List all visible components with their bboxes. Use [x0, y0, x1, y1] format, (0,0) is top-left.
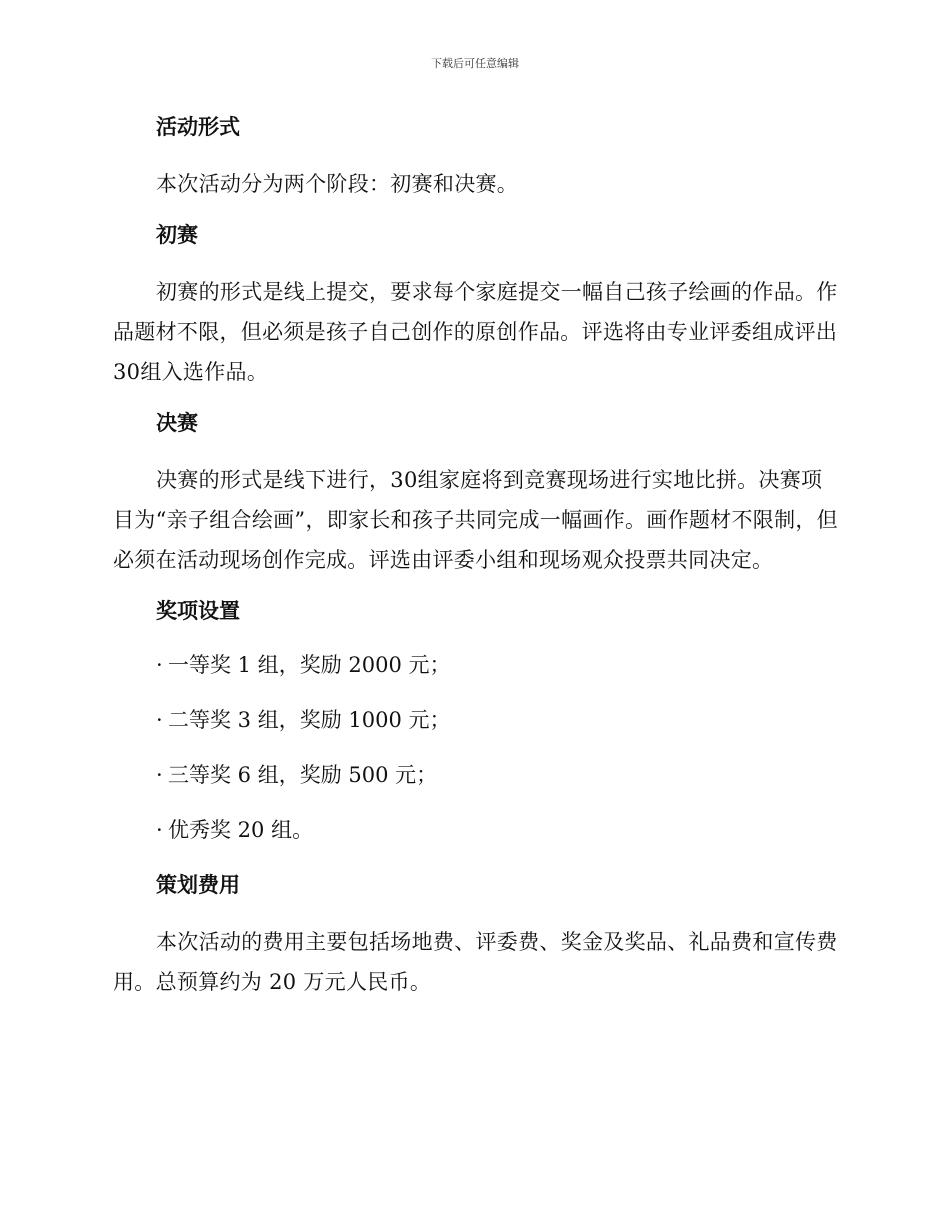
paragraph-format: 本次活动分为两个阶段：初赛和决赛。	[156, 172, 519, 196]
section-heading-format: 活动形式	[156, 114, 240, 139]
paragraph-final: 决赛的形式是线下进行，30组家庭将到竞赛现场进行实地比拼。决赛项目为“亲子组合绘画”，即家长和孩子共同完成一幅画作。画作题材不限制，但必须在活动现场创作完成。评选由评委小组和现场观众投票共同决定。	[113, 468, 838, 572]
bullet-icon: ·	[156, 653, 163, 677]
award-text: 一等奖 1 组，奖励 2000 元；	[168, 653, 451, 677]
bullet-icon: ·	[156, 708, 163, 732]
section-heading-preliminary: 初赛	[156, 222, 198, 247]
section-heading-awards: 奖项设置	[156, 598, 240, 623]
award-item-second	[113, 703, 838, 737]
award-text: 三等奖 6 组，奖励 500 元；	[168, 763, 438, 787]
section-heading-final: 决赛	[156, 410, 198, 435]
paragraph-preliminary: 初赛的形式是线上提交，要求每个家庭提交一幅自己孩子绘画的作品。作品题材不限，但必须是孩子自己创作的原创作品。评选将由专业评委组成评出30组入选作品。	[113, 280, 838, 384]
award-list	[113, 648, 838, 847]
award-text: 二等奖 3 组，奖励 1000 元；	[168, 708, 451, 732]
document-body	[113, 110, 838, 1016]
bullet-icon: ·	[156, 763, 163, 787]
paragraph-budget: 本次活动的费用主要包括场地费、评委费、奖金及奖品、礼品费和宣传费用。总预算约为 20 万元人民币。	[113, 930, 838, 994]
award-text: 优秀奖 20 组。	[168, 818, 314, 842]
award-item-third	[113, 758, 838, 792]
award-item-first	[113, 648, 838, 682]
award-item-excellence	[113, 813, 838, 847]
page-header: 下载后可任意编辑	[431, 57, 519, 70]
bullet-icon: ·	[156, 818, 163, 842]
section-heading-budget: 策划费用	[156, 872, 240, 897]
